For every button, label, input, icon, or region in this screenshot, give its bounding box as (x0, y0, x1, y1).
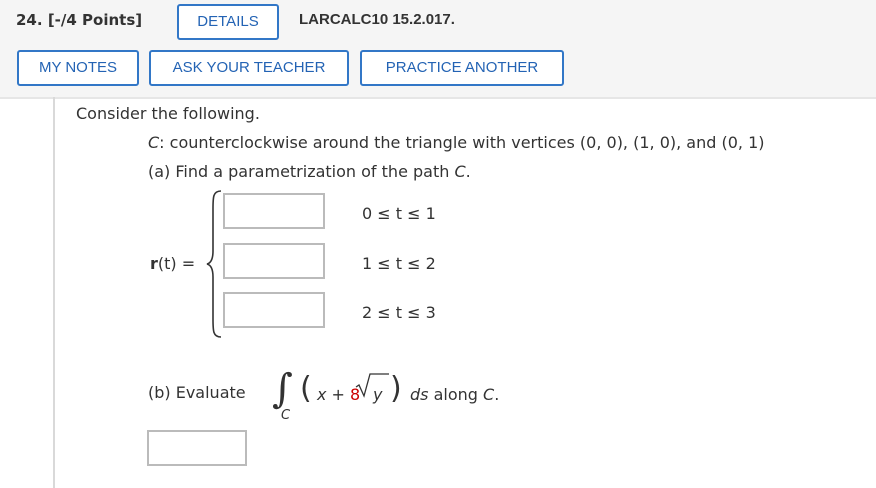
range-1: 0 ≤ t ≤ 1 (362, 204, 436, 223)
r-of-t-label: r(t) = (150, 254, 196, 273)
range-2: 1 ≤ t ≤ 2 (362, 254, 436, 273)
right-paren: ) (390, 371, 402, 406)
problem-code: LARCALC10 15.2.017. (299, 11, 455, 28)
parametrization-input-1[interactable] (223, 193, 325, 229)
square-root-icon (355, 372, 389, 398)
coefficient: 8 (350, 385, 361, 404)
integral-answer-input[interactable] (147, 430, 247, 466)
part-a-prompt: (a) Find a parametrization of the path C. (148, 162, 471, 181)
question-intro: Consider the following. (76, 104, 260, 123)
range-3: 2 ≤ t ≤ 3 (362, 303, 436, 322)
ask-teacher-button[interactable]: ASK YOUR TEACHER (149, 50, 349, 86)
piecewise-brace-icon (205, 189, 223, 339)
my-notes-button[interactable]: MY NOTES (17, 50, 139, 86)
part-b-label: (b) Evaluate (148, 383, 246, 402)
left-paren: ( (300, 371, 312, 406)
integral-tail: ds along C. (410, 385, 500, 404)
question-points: 24. [-/4 Points] (16, 11, 143, 29)
content-divider (53, 97, 55, 488)
integrand: x + 8 (317, 385, 361, 404)
parametrization-input-2[interactable] (223, 243, 325, 279)
practice-another-button[interactable]: PRACTICE ANOTHER (360, 50, 564, 86)
radicand: y (373, 385, 383, 404)
question-header (0, 0, 876, 99)
parametrization-input-3[interactable] (223, 292, 325, 328)
integral-subscript: C (281, 408, 291, 423)
path-description: C: counterclockwise around the triangle with vertices (0, 0), (1, 0), and (0, 1) (148, 133, 765, 152)
integral-sign: ∫ (272, 366, 293, 412)
details-button[interactable]: DETAILS (177, 4, 279, 40)
